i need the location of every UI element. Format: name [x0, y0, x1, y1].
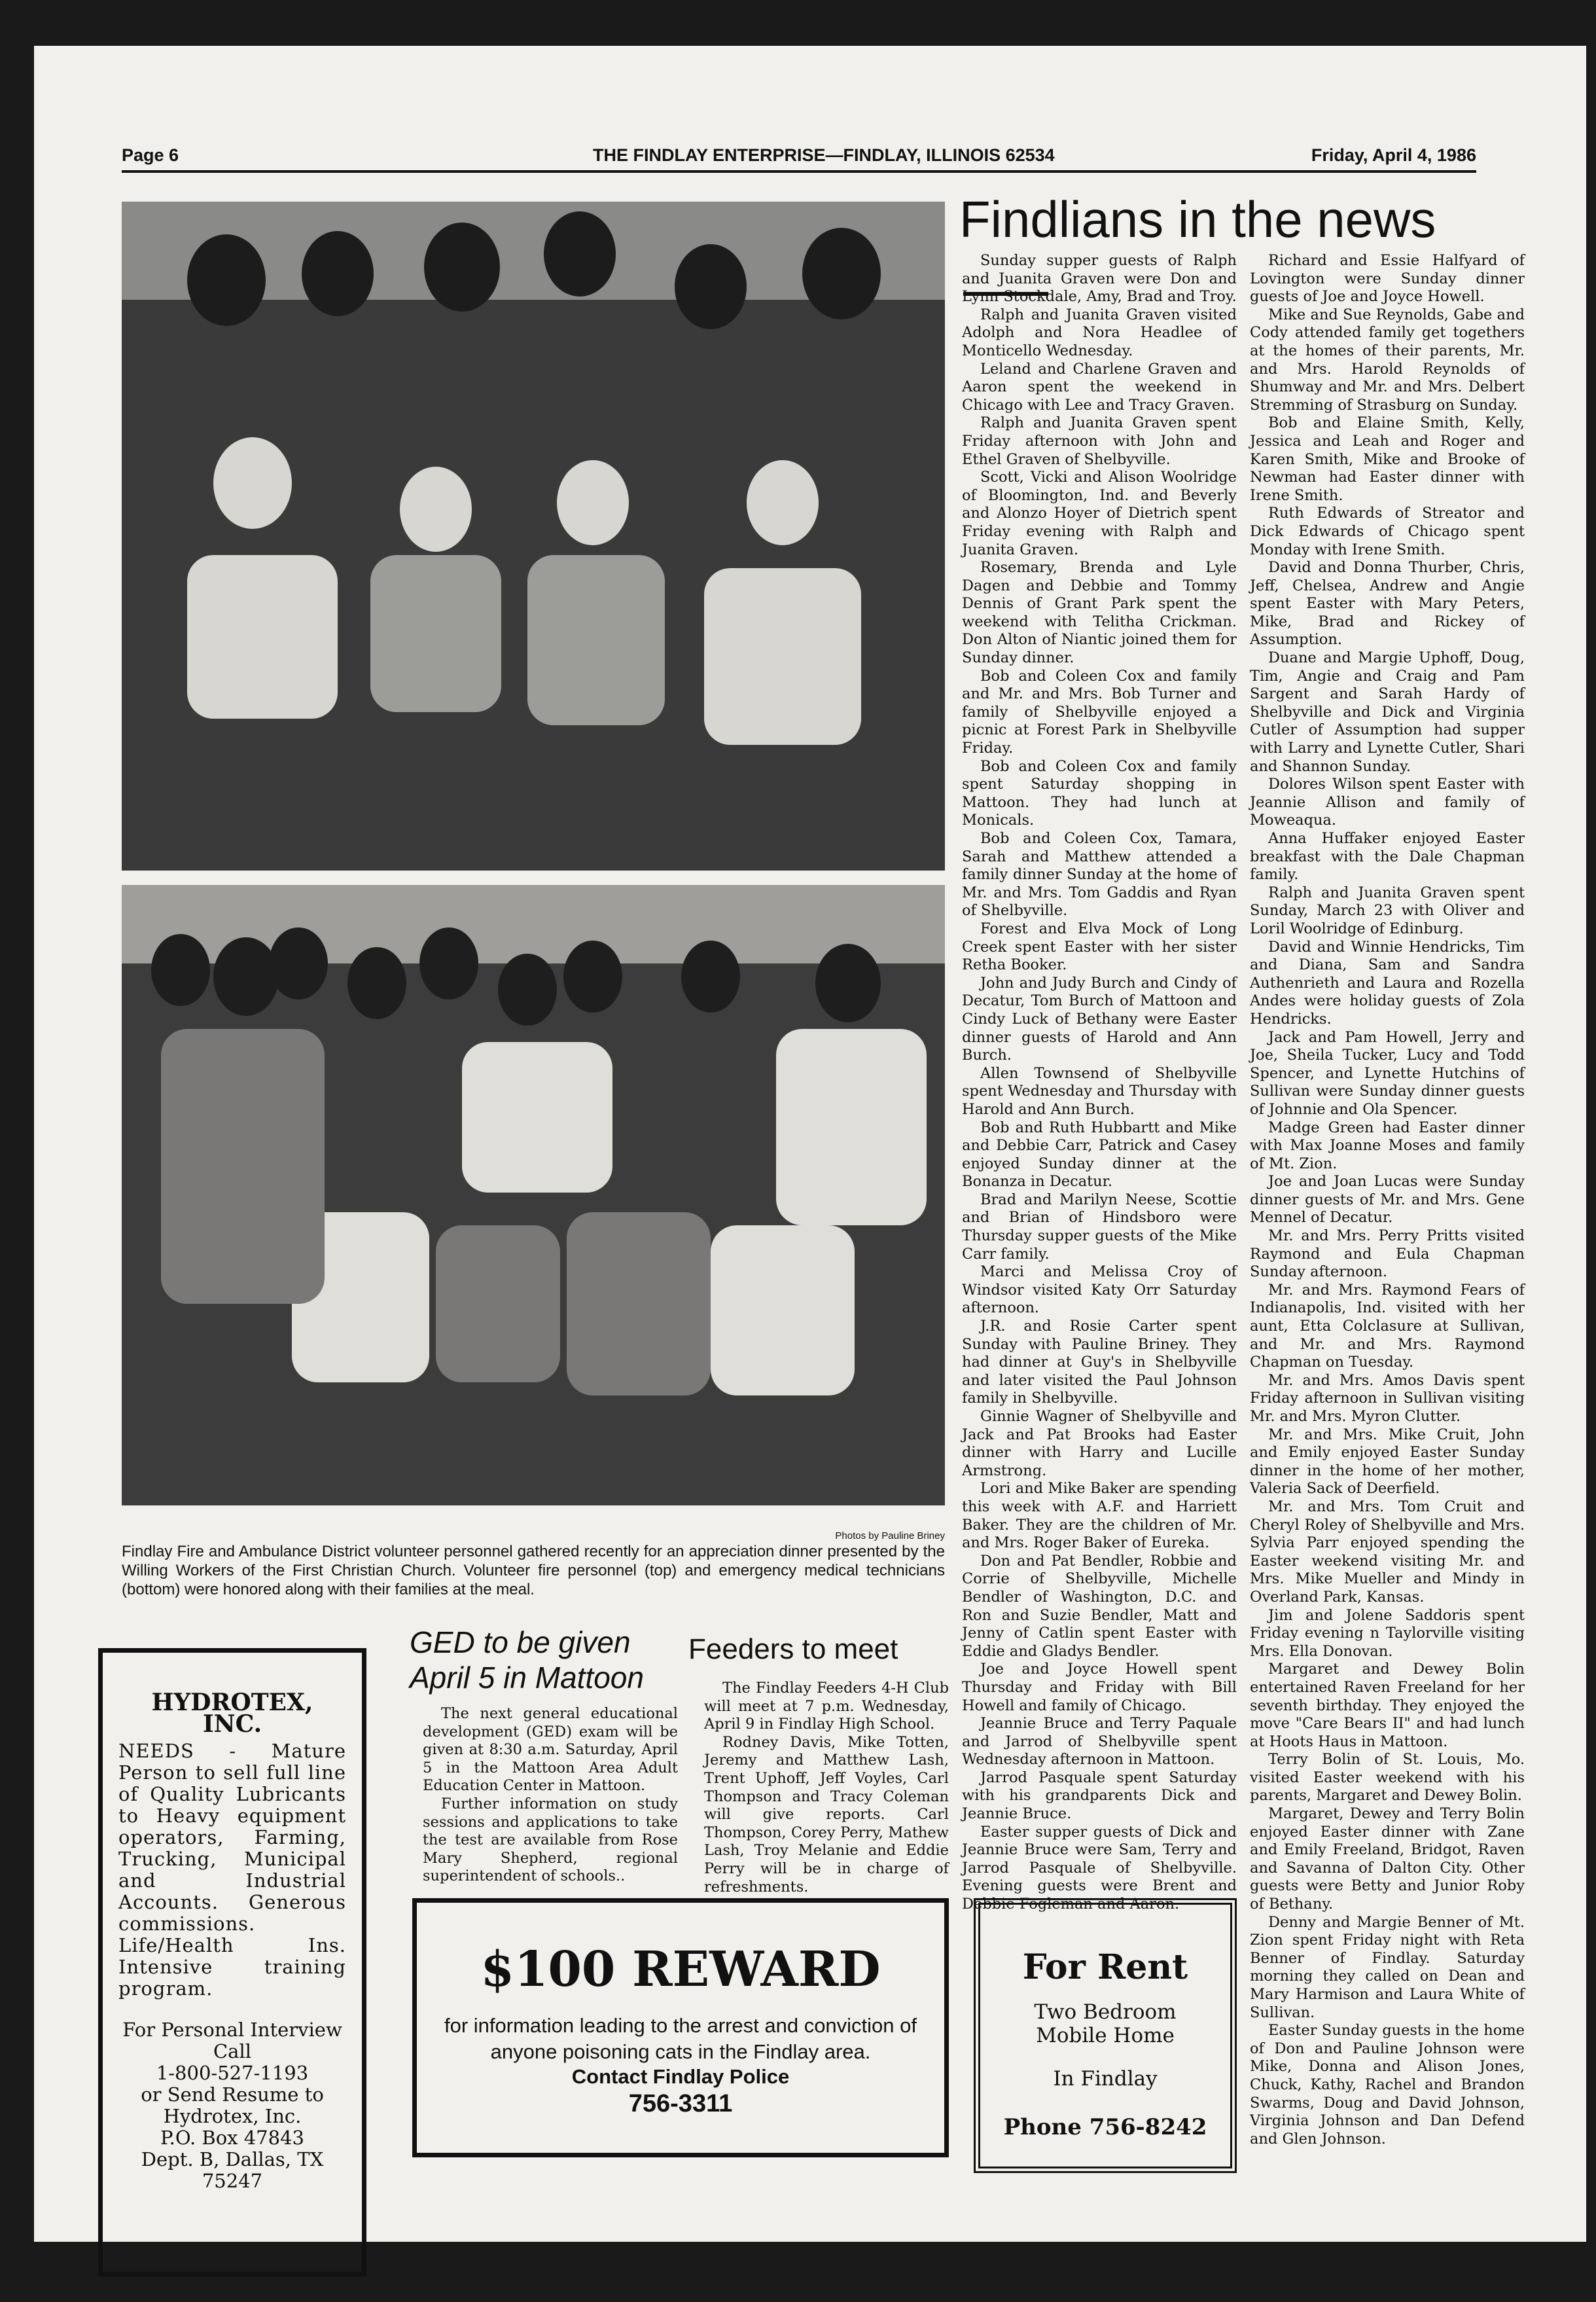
- news-item: Bob and Elaine Smith, Kelly, Jessica and Leah and Roger and Karen Smith, Mike and Brooke of Newman had Easter dinner with Irene Smith.: [1250, 414, 1525, 504]
- reward-ad: [412, 1898, 949, 2157]
- feeders-paragraph: Rodney Davis, Mike Totten, Jeremy and Matthew Lash, Trent Uphoff, Jeff Voyles, Carl Thompson and Tracy Coleman will give reports. Carl Thompson, Corey Perry, Mathew Lash, Troy Melanie and Eddie Perry will be in charge of refreshments.: [704, 1733, 949, 1896]
- news-item: Easter Sunday guests in the home of Don and Pauline Johnson were Mike, Donna and Alison Jones, Chuck, Kathy, Rachel and Brandon Swarms, Doug and David Johnson, Virginia Johnson and Dan Defend and Glen Johnson.: [1250, 2022, 1525, 2148]
- news-item: Margaret and Dewey Bolin entertained Raven Freeland for her seventh birthday. They enjoyed the move "Care Bears II" and had lunch at Hoots Haus in Mattoon.: [1250, 1661, 1525, 1750]
- feeders-paragraph: The Findlay Feeders 4-H Club will meet at 7 p.m. Wednesday, April 9 in Findlay High School.: [704, 1680, 949, 1733]
- news-item: Jim and Jolene Saddoris spent Friday evening n Taylorville visiting Mrs. Ella Donovan.: [1250, 1606, 1525, 1660]
- ged-article: [423, 1705, 678, 1886]
- news-item: Terry Bolin of St. Louis, Mo. visited Easter weekend with his parents, Margaret and Dewey Bolin.: [1250, 1751, 1525, 1805]
- news-item: Marci and Melissa Croy of Windsor visited Katy Orr Saturday afternoon.: [962, 1263, 1237, 1317]
- news-item: Mr. and Mrs. Raymond Fears of Indianapolis, Ind. visited with her aunt, Etta Colclasure at Sullivan, and Mr. and Mrs. Raymond Chapman on Tuesday.: [1250, 1281, 1525, 1371]
- news-item: Denny and Margie Benner of Mt. Zion spent Friday night with Reta Benner of Findlay. Saturday morning they called on Dean and Mary Harmison and Laura White of Sullivan.: [1250, 1913, 1525, 2021]
- news-item: Ralph and Juanita Graven spent Sunday, March 23 with Oliver and Loril Woolridge of Edinburg.: [1250, 884, 1525, 937]
- hydrotex-title: HYDROTEX, INC.: [151, 1689, 313, 1738]
- news-item: Dolores Wilson spent Easter with Jeannie Allison and family of Moweaqua.: [1250, 776, 1525, 829]
- photo-caption: Findlay Fire and Ambulance District volunteer personnel gathered recently for an appreciation dinner presented by the Willing Workers of the First Christian Church. Volunteer fire personnel (top) and emergency medical technicians (bottom) were honored along with their families at the meal.: [122, 1543, 945, 1598]
- rent-title: For Rent: [1022, 1947, 1188, 1987]
- hydrotex-contact: [118, 2019, 346, 2192]
- hydrotex-company: Hydrotex, Inc.: [163, 2105, 302, 2127]
- news-item: Don and Pat Bendler, Robbie and Corrie of Shelbyville, Michelle Bendler of Washington, D.C. and Ron and Suzie Bendler, Matt and Jenny of Catlin spent Easter with Eddie and Gladys Bendler.: [962, 1552, 1237, 1660]
- hydrotex-ad: [98, 1648, 366, 2276]
- hydrotex-line1: For Personal Interview: [122, 2019, 342, 2041]
- feeders-headline: Feeders to meet: [688, 1633, 898, 1665]
- rent-location: In Findlay: [1053, 2067, 1158, 2091]
- news-item: Rosemary, Brenda and Lyle Dagen and Debbie and Tommy Dennis of Grant Park spent the weekend with Telitha Crickman. Don Alton of Niantic joined them for Sunday dinner.: [962, 559, 1237, 667]
- news-item: David and Winnie Hendricks, Tim and Diana, Sam and Sandra Authenrieth and Laura and Rozella Andes were holiday guests of Zola Hendricks.: [1250, 938, 1525, 1028]
- news-item: Mike and Sue Reynolds, Gabe and Cody attended family get togethers at the homes of their parents, Mr. and Mrs. Harold Reynolds of Shumway and Mr. and Mrs. Delbert Stremming of Strasburg on Sunday.: [1250, 306, 1525, 414]
- news-item: Ralph and Juanita Graven spent Friday afternoon with John and Ethel Graven of Shelbyville.: [962, 414, 1237, 468]
- news-item: Mr. and Mrs. Tom Cruit and Cheryl Roley of Shelbyville and Mrs. Sylvia Parr enjoyed spending the Easter weekend visiting Mr. and Mrs. Mike Mueller and Mindy in Overland Park, Kansas.: [1250, 1498, 1525, 1606]
- news-item: Joe and Joyce Howell spent Thursday and Friday with Bill Howell and family of Chicago.: [962, 1661, 1237, 1714]
- news-item: Duane and Margie Uphoff, Doug, Tim, Angie and Craig and Pam Sargent and Sarah Hardy of Shelbyville and Dick and Virginia Cutler of Assumption had supper with Larry and Lynette Cutler, Shari and Shannon Sunday.: [1250, 649, 1525, 775]
- news-item: Jeannie Bruce and Terry Paquale and Jarrod of Shelbyville spent Wednesday afternoon in Mattoon.: [962, 1715, 1237, 1769]
- rent-phone: Phone 756-8242: [1003, 2114, 1207, 2140]
- news-headline-text: Findlians in the news: [959, 190, 1436, 248]
- news-item: Ruth Edwards of Streator and Dick Edwards of Chicago spent Monday with Irene Smith.: [1250, 505, 1525, 558]
- page-number: Page 6: [122, 145, 179, 165]
- news-item: Margaret, Dewey and Terry Bolin enjoyed Easter dinner with Zane and Emily Freeland, Bridgot, Raven and Savanna of Dalton City. Other guests were Betty and Junior Roby of Bethany.: [1250, 1805, 1525, 1913]
- news-item: Allen Townsend of Shelbyville spent Wednesday and Thursday with Harold and Ann Burch.: [962, 1064, 1237, 1118]
- rent-description: [980, 2000, 1230, 2047]
- news-item: David and Donna Thurber, Chris, Jeff, Chelsea, Andrew and Angie spent Easter with Mary Peters, Mike, Brad and Rickey of Assumption.: [1250, 559, 1525, 649]
- news-item: Ralph and Juanita Graven visited Adolph and Nora Headlee of Monticello Wednesday.: [962, 306, 1237, 359]
- hydrotex-box-number: P.O. Box 47843: [160, 2127, 304, 2149]
- hydrotex-line2: Call: [213, 2040, 252, 2062]
- feeders-article: [704, 1680, 949, 1896]
- news-item: Bob and Coleen Cox and family spent Saturday shopping in Mattoon. They had lunch at Monicals.: [962, 757, 1237, 829]
- rent-line2: Mobile Home: [1036, 2024, 1175, 2047]
- news-item: Sunday supper guests of Ralph and Juanita Graven were Don and Lynn Stockdale, Amy, Brad and Troy.: [962, 252, 1237, 306]
- ged-paragraph: Further information on study sessions and applications to take the test are available from Rose Mary Shepherd, regional superintendent of schools..: [423, 1795, 678, 1885]
- reward-title: $100 REWARD: [480, 1941, 881, 1998]
- news-column-1: [962, 252, 1237, 1913]
- emt-personnel-photo: [122, 885, 945, 1505]
- photo-credit: Photos by Pauline Briney: [835, 1530, 945, 1541]
- news-item: Lori and Mike Baker are spending this week with A.F. and Harriett Baker. They are the children of Mr. and Mrs. Roger Baker of Eureka.: [962, 1480, 1237, 1552]
- news-item: Richard and Essie Halfyard of Lovington were Sunday dinner guests of Joe and Joyce Howell.: [1250, 252, 1525, 306]
- ged-headline: [410, 1625, 671, 1695]
- fire-personnel-photo: [122, 202, 945, 871]
- reward-phone: 756-3311: [628, 2090, 733, 2117]
- news-item: Easter supper guests of Dick and Jeannie Bruce were Sam, Terry and Jarrod Pasquale of Shelbyville. Evening guests were Brent and Debbie Fogleman and Aaron.: [962, 1823, 1237, 1913]
- hydrotex-body: NEEDS - Mature Person to sell full line of Quality Lubricants to Heavy equipment operators, Farming, Trucking, Municipal and Industrial Accounts. Generous commissions. Life/Health Ins. Intensive training program.: [118, 1740, 346, 2000]
- reward-contact: Contact Findlay Police: [571, 2065, 790, 2088]
- news-item: Anna Huffaker enjoyed Easter breakfast with the Dale Chapman family.: [1250, 830, 1525, 884]
- news-item: Leland and Charlene Graven and Aaron spent the weekend in Chicago with Lee and Tracy Graven.: [962, 360, 1237, 414]
- hydrotex-line3: or Send Resume to: [141, 2083, 324, 2106]
- news-item: Mr. and Mrs. Amos Davis spent Friday afternoon in Sullivan visiting Mr. and Mrs. Myron Clutter.: [1250, 1371, 1525, 1425]
- hydrotex-phone: 1-800-527-1193: [156, 2062, 309, 2084]
- rent-line1: Two Bedroom: [1034, 2000, 1177, 2024]
- page-header: [122, 143, 1476, 173]
- news-item: Jarrod Pasquale spent Saturday with his grandparents Dick and Jeannie Bruce.: [962, 1769, 1237, 1823]
- news-item: Brad and Marilyn Neese, Scottie and Brian of Hindsboro were Thursday supper guests of the Mike Carr family.: [962, 1191, 1237, 1263]
- news-item: Mr. and Mrs. Perry Pritts visited Raymond and Eula Chapman Sunday afternoon.: [1250, 1227, 1525, 1281]
- hydrotex-zip: 75247: [202, 2170, 263, 2192]
- news-item: Jack and Pam Howell, Jerry and Joe, Sheila Tucker, Lucy and Todd Spencer, and Lynette Hutchins of Sullivan were Sunday dinner guests of Johnnie and Ola Spencer.: [1250, 1028, 1525, 1118]
- news-item: J.R. and Rosie Carter spent Sunday with Pauline Briney. They had dinner at Guy's in Shelbyville and later visited the Paul Johnson family in Shelbyville.: [962, 1318, 1237, 1407]
- news-item: Forest and Elva Mock of Long Creek spent Easter with her sister Retha Booker.: [962, 920, 1237, 974]
- issue-date: Friday, April 4, 1986: [1311, 145, 1476, 165]
- for-rent-ad: [974, 1898, 1237, 2173]
- news-item: Joe and Joan Lucas were Sunday dinner guests of Mr. and Mrs. Gene Mennel of Decatur.: [1250, 1173, 1525, 1227]
- ged-headline-line1: GED to be given: [410, 1625, 631, 1659]
- news-item: Bob and Coleen Cox and family and Mr. and Mrs. Bob Turner and family of Shelbyville enjoyed a picnic at Forest Park in Shelbyville Friday.: [962, 667, 1237, 757]
- news-column-2: [1250, 252, 1525, 2170]
- news-item: Madge Green had Easter dinner with Max Joanne Moses and family of Mt. Zion.: [1250, 1119, 1525, 1172]
- paper-name: THE FINDLAY ENTERPRISE—FINDLAY, ILLINOIS 62534: [593, 145, 1055, 165]
- news-item: John and Judy Burch and Cindy of Decatur, Tom Burch of Mattoon and Cindy Luck of Bethany were Easter dinner guests of Harold and Ann Burch.: [962, 974, 1237, 1064]
- news-item: Mr. and Mrs. Mike Cruit, John and Emily enjoyed Easter Sunday dinner in the home of her mother, Valeria Sack of Deerfield.: [1250, 1426, 1525, 1498]
- news-item: Bob and Coleen Cox, Tamara, Sarah and Matthew attended a family dinner Sunday at the home of Mr. and Mrs. Tom Gaddis and Ryan of Shelbyville.: [962, 830, 1237, 920]
- news-item: Bob and Ruth Hubbartt and Mike and Debbie Carr, Patrick and Casey enjoyed Sunday dinner at the Bonanza in Decatur.: [962, 1119, 1237, 1191]
- news-item: Ginnie Wagner of Shelbyville and Jack and Pat Brooks had Easter dinner with Harry and Lucille Armstrong.: [962, 1408, 1237, 1479]
- ged-headline-line2: April 5 in Mattoon: [410, 1661, 644, 1695]
- ged-paragraph: The next general educational development (GED) exam will be given at 8:30 a.m. Saturday, April 5 in the Mattoon Area Adult Education Center in Mattoon.: [423, 1705, 678, 1795]
- hydrotex-dept: Dept. B, Dallas, TX: [141, 2148, 324, 2170]
- news-item: Scott, Vicki and Alison Woolridge of Bloomington, Ind. and Beverly and Alonzo Hoyer of Dietrich spent Friday evening with Ralph and Juanita Graven.: [962, 469, 1237, 558]
- reward-text: for information leading to the arrest and conviction of anyone poisoning cats in the Findlay area.: [444, 2014, 917, 2063]
